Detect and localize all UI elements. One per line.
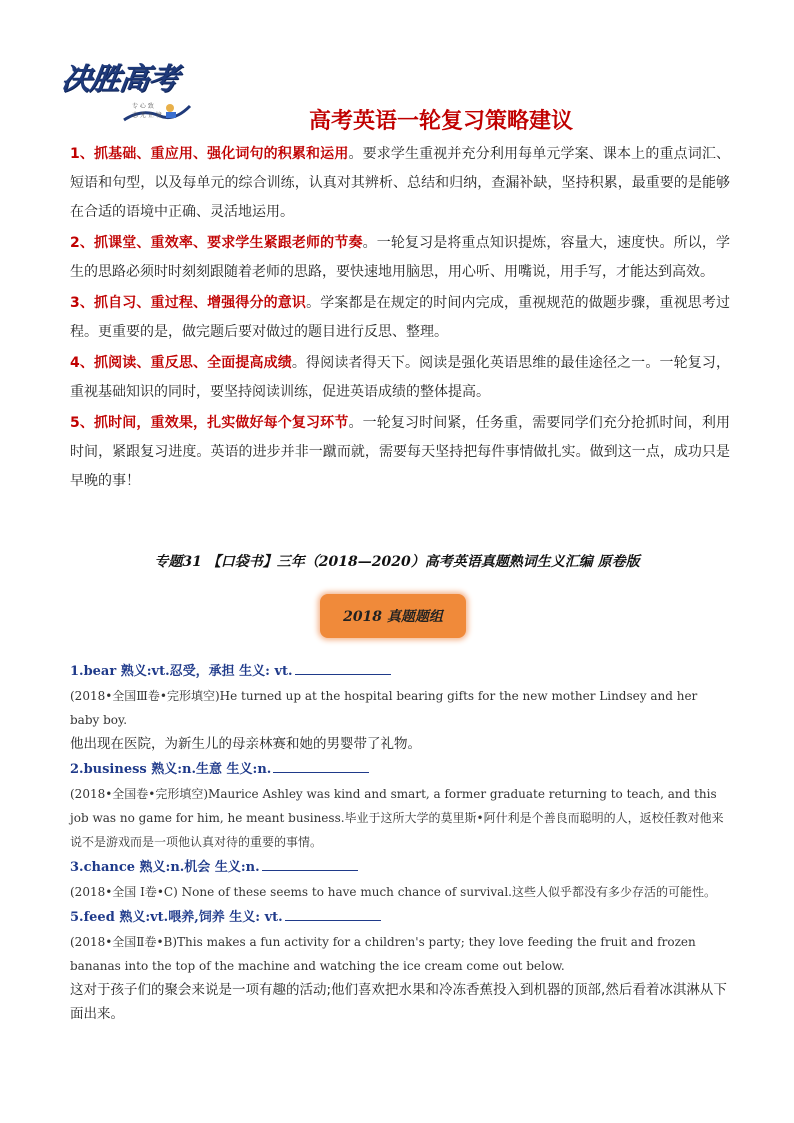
vocab-example: (2018•全国Ⅱ卷•B)This makes a fun activity for a children's party; they love feeding the fruit and frozen bananas into the top of the machine and watching the ice cream come out below. (70, 935, 696, 973)
answer-blank[interactable] (295, 660, 391, 675)
vocab-word-line: 3.chance 熟义:n.机会 生义:n. (70, 856, 730, 880)
answer-blank[interactable] (273, 758, 369, 773)
vocab-entry (70, 856, 730, 904)
vocab-translation: 他出现在医院，为新生儿的母亲林赛和她的男婴带了礼物。 (70, 736, 421, 752)
vocab-translation: 这对于孩子们的聚会来说是一项有趣的活动;他们喜欢把水果和冷冻香蕉投入到机器的顶部,然后看着冰淇淋从下面出来。 (70, 982, 727, 1022)
logo-tagline: 专 心 致 志 无 止 境 (132, 103, 162, 119)
vocab-entry (70, 660, 730, 756)
vocab-example: (2018•全国 I卷•C) None of these seems to have much chance of survival.这些人似乎都没有多少存活的可能性。 (70, 885, 716, 899)
section-badge-label: 2018 真题题组 (343, 609, 443, 625)
tip-2: 2、抓课堂、重效率、要求学生紧跟老师的节奏。一轮复习是将重点知识提炼，容量大，速度快。所以，学生的思路必须时时刻刻跟随着老师的思路，要快速地用脑思，用心听、用嘴说，用手写，才能达到高效。 (70, 235, 730, 280)
vocab-word-line: 2.business 熟义:n.生意 生义:n. (70, 758, 730, 782)
logo-text: 决胜高考 (59, 62, 180, 97)
topic-title: 专题31 【口袋书】三年（2018—2020）高考英语真题熟词生义汇编 原卷版 (154, 554, 640, 570)
answer-blank[interactable] (285, 906, 381, 921)
section-badge (320, 594, 466, 638)
tip-5: 5、抓时间，重效果，扎实做好每个复习环节。一轮复习时间紧，任务重，需要同学们充分抢抓时间，利用时间，紧跟复习进度。英语的进步并非一蹴而就，需要每天坚持把每件事情做扎实。做到这一点，成功只是早晚的事！ (70, 415, 730, 489)
tip-1: 1、抓基础、重应用、强化词句的积累和运用。要求学生重视并充分利用每单元学案、课本上的重点词汇、短语和句型，以及每单元的综合训练，认真对其辨析、总结和归纳，查漏补缺，坚持积累，最重要的是能够在合适的语境中正确、灵活地运用。 (70, 146, 730, 220)
vocab-example: (2018•全国卷•完形填空)Maurice Ashley was kind and smart, a former graduate returning to teach, and this job was no game for him, he meant business.毕业于这所大学的莫里斯•阿什利是个善良而聪明的人，返校任教对他来说不是游戏而是一项他认真对待的重要的事情。 (70, 787, 724, 849)
vocab-word-line: 5.feed 熟义:vt.喂养,饲养 生义: vt. (70, 906, 730, 930)
vocab-entries (70, 660, 730, 1028)
vocab-word-line: 1.bear 熟义:vt.忍受，承担 生义: vt. (70, 660, 730, 684)
tip-4: 4、抓阅读、重反思、全面提高成绩。得阅读者得天下。阅读是强化英语思维的最佳途径之一。一轮复习，重视基础知识的同时，要坚持阅读训练，促进英语成绩的整体提高。 (70, 355, 730, 400)
tip-3: 3、抓自习、重过程、增强得分的意识。学案都是在规定的时间内完成，重视规范的做题步骤，重视思考过程。更重要的是，做完题后要对做过的题目进行反思、整理。 (70, 295, 731, 340)
vocab-example: (2018•全国Ⅲ卷•完形填空)He turned up at the hospital bearing gifts for the new mother Lindsey and her baby boy. (70, 689, 698, 727)
vocab-entry (70, 758, 730, 854)
tips-section (70, 140, 730, 498)
page-title: 高考英语一轮复习策略建议 (308, 109, 573, 134)
vocab-entry (70, 906, 730, 1026)
answer-blank[interactable] (262, 856, 358, 871)
